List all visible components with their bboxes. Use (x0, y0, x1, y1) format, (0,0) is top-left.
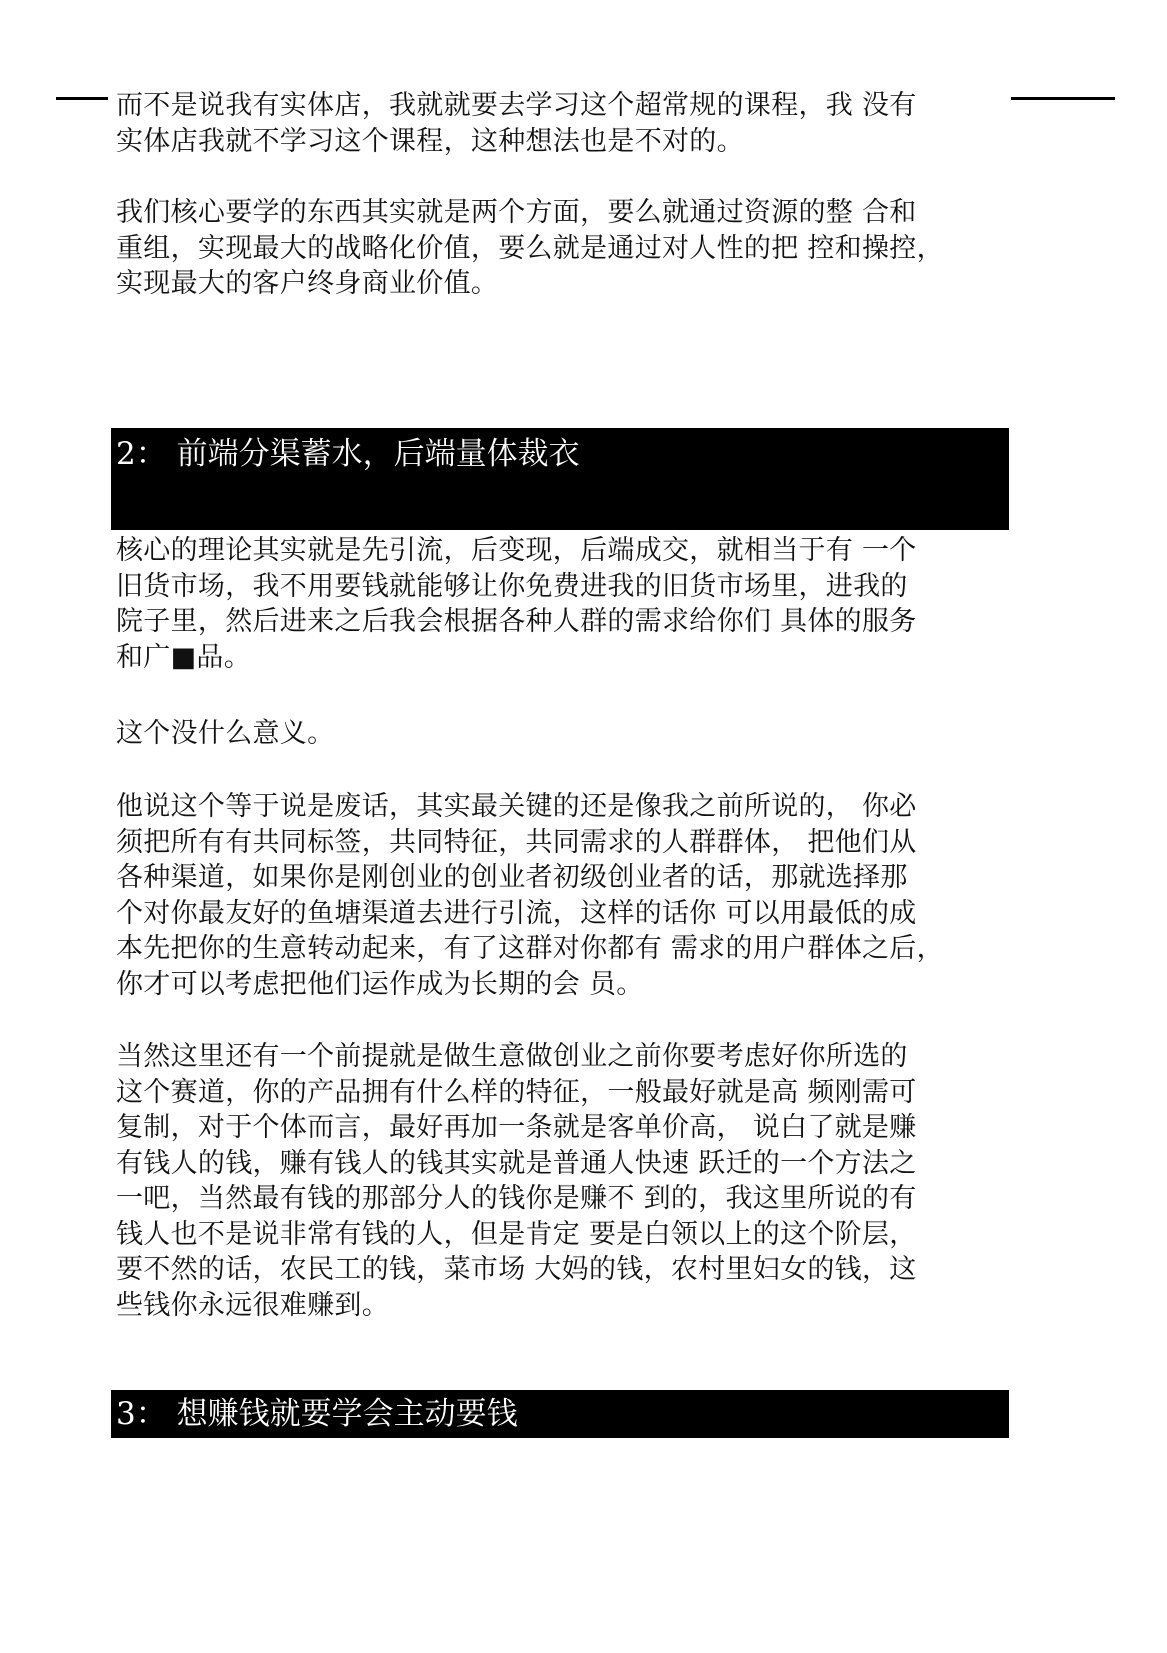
section-heading-2 (111, 428, 1009, 530)
paragraph-section2-3 (116, 789, 1016, 1002)
text-line: 些钱你永远很难赚到。 (116, 1289, 389, 1321)
text-line: 须把所有有共同标签，共同特征，共同需求的人群群体， 把他们从 (116, 826, 917, 858)
text-line: 你才可以考虑把他们运作成为长期的会 员。 (116, 968, 644, 1000)
text-line: 各种渠道，如果你是刚创业的创业者初级创业者的话，那就选择那 (116, 862, 908, 893)
text-line: 他说这个等于说是废话，其实最关键的还是像我之前所说的， 你必 (116, 791, 917, 822)
text-line: 我们核心要学的东西其实就是两个方面，要么就通过资源的整 合和 (116, 197, 917, 228)
text-line: 旧货市场，我不用要钱就能够让你免费进我的旧货市场里，进我的 (116, 570, 908, 602)
text-line: 有钱人的钱，赚有钱人的钱其实就是普通人快速 跃迁的一个方法之 (116, 1147, 917, 1179)
paragraph-section2-4 (116, 1039, 1016, 1323)
text-line: 钱人也不是说非常有钱的人，但是肯定 要是白领以上的这个阶层， (116, 1218, 917, 1250)
header-rule-left (56, 97, 108, 100)
text-line: 重组，实现最大的战略化价值，要么就是通过对人性的把 控和操控， (116, 232, 944, 264)
text-line: 复制，对于个体而言，最好再加一条就是客单价高， 说白了就是赚 (116, 1112, 917, 1143)
text-line: 实现最大的客户终身商业价值。 (116, 268, 499, 299)
paragraph-intro-1 (116, 88, 1016, 159)
text-line: 和广■品。 (116, 641, 252, 673)
text-line: 而不是说我有实体店，我就就要去学习这个超常规的课程，我 没有 (116, 90, 917, 121)
text-line: 这个没什么意义。 (116, 718, 335, 749)
text-line: 一吧，当然最有钱的那部分人的钱你是赚不 到的，我这里所说的有 (116, 1183, 917, 1214)
paragraph-intro-2 (116, 195, 1016, 302)
text-line: 当然这里还有一个前提就是做生意做创业之前你要考虑好你所选的 (116, 1041, 908, 1072)
text-line: 核心的理论其实就是先引流，后变现，后端成交，就相当于有 一个 (116, 535, 917, 566)
section-heading-3-text: 3： 想赚钱就要学会主动要钱 (116, 1396, 518, 1432)
section-heading-2-text: 2： 前端分渠蓄水，后端量体裁衣 (116, 436, 580, 472)
section-heading-3 (111, 1390, 1009, 1438)
header-rule-right (1011, 97, 1115, 100)
text-line: 院子里，然后进来之后我会根据各种人群的需求给你们 具体的服务 (116, 606, 917, 637)
paragraph-section2-2 (116, 716, 1016, 752)
text-line: 个对你最友好的鱼塘渠道去进行引流，这样的话你 可以用最低的成 (116, 897, 917, 929)
text-line: 要不然的话，农民工的钱，菜市场 大妈的钱，农村里妇女的钱，这 (116, 1254, 917, 1285)
text-line: 这个赛道，你的产品拥有什么样的特征，一般最好就是高 频刚需可 (116, 1076, 917, 1108)
paragraph-section2-1 (116, 533, 1016, 675)
text-line: 实体店我就不学习这个课程，这种想法也是不对的。 (116, 125, 744, 157)
text-line: 本先把你的生意转动起来，有了这群对你都有 需求的用户群体之后， (116, 933, 944, 964)
